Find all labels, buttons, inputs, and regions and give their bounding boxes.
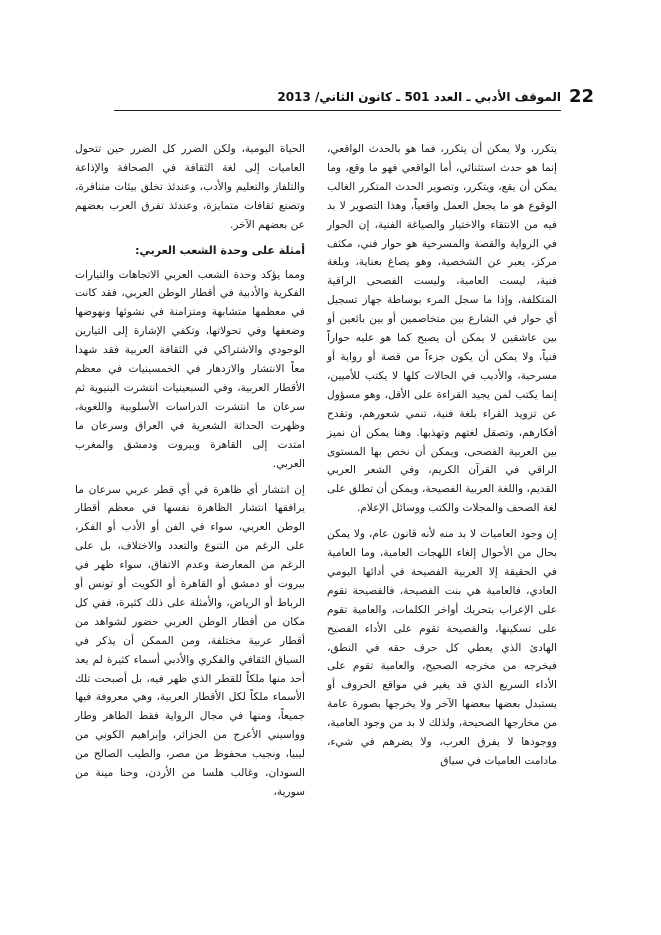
paragraph: الحياة اليومية، ولكن الضرر كل الضرر حين تتحول العاميات إلى لغة الثقافة في الصحافة والإذاعة والتلفاز والتعليم والأدب، وعندئذ تخلق بيئات متنافرة، وتصنع ثقافات متمايزة، وعندئذ تفرق العرب بعضهم عن بعضهم الآخر. [75,143,305,231]
right-column [327,140,557,778]
paragraph: ومما يؤكد وحدة الشعب العربي الاتجاهات والتيارات الفكرية والأدبية في أقطار الوطن العربي، فقد كانت في معظمها متشابهة ومتزامنة في نشوئها ونهوضها وضعفها وفي تحولاتها، وتكفي الإشارة إلى التيارين الوجودي والاشتراكي في الثقافة العربية فقد شهدا معاً الانتشار والازدهار في الخمسينيات في معظم الأقطار العربية، وفي السبعينيات انتشرت البنيوية ثم سرعان ما انتشرت الدراسات الأسلوبية واللغوية، وظهرت الحداثة الشعرية في العراق وسرعان ما امتدت إلى القاهرة وبيروت ودمشق والمغرب العربي. [75,268,305,470]
paragraph: إن وجود العاميات لا بد منه لأنه قانون عام، ولا يمكن بحال من الأحوال إلغاء اللهجات العامية، وما العامية في الحقيقة إلا العربية الفصيحة في أدائها اليومي العادي، فالعامية هي بنت الفصيحة، فالفصيحة تقوم على الإعراب بتحريك أواخر الكلمات، والعامية تقوم على تسكينها، والفصيحة تقوم على الأداء الفصيح الهادئ الذي يعطي كل حرف حقه في النطق، فيخرجه من مخرجه الصحيح، والعامية تقوم على الأداء السريع الذي قد يغير في مواقع الحروف أو يستبدل بعضها ببعضها الآخر ولا يخرجها بصورة عامة من مخارجها الصحيحة، ولذلك لا بد من وجود العامية، ووجودها لا يفرق العرب، ولا يضرهم في شيء، مادامت العاميات في سياق [327,528,557,767]
page-number: 22 [569,86,595,107]
issue-line: الموقف الأدبي ـ العدد 501 ـ كانون الثاني/ 2013 [277,90,561,104]
paragraph: إن انتشار أي ظاهرة في أي قطر عربي سرعان ما يرافقها انتشار الظاهرة نفسها في معظم أقطار الوطن العربي، سواء في الفن أو الأدب أو الفكر، على الرغم من التنوع والتعدد والاختلاف، بل على الرغم من المعارضة وعدم الاتفاق، سواء ظهر في بيروت أو دمشق أو القاهرة أو الكويت أو تونس أو الرباط أو الرياض، والأمثلة على ذلك كثيرة، ففي كل مكان من أقطار الوطن العربي حضور لشواهد من أقطار عربية مختلفة، ومن الممكن أن يذكر في السياق الثقافي والفكري والأدبي أسماء كثيرة لم يعد أحد منها ملكاً للقطر الذي ظهر فيه، بل أصبحت تلك الأسماء ملكاً لكل الأقطار العربية، وهي معروفة فيها جميعاً، ومنها في مجال الرواية فقط الطاهر وطار وواسيني الأعرج من الجزائر، وإبراهيم الكوني من ليبيا، ونجيب محفوظ من مصر، والطيب الصالح من السودان، وغالب هلسا من الأردن، وحنا مينة من سورية، [75,483,305,798]
header-rule [114,110,561,111]
left-column [75,140,305,809]
section-heading: أمثلة على وحدة الشعب العربي: [135,243,305,257]
page-header [0,84,661,112]
paragraph: يتكرر، ولا يمكن أن يتكرر، فما هو بالحدث الواقعي، إنما هو حدث استثنائي، أما الواقعي فهو ما وقع، وما يمكن أن يقع، ويتكرر، وتصوير الحدث المتكرر الغالب الوقوع هو ما يجعل العمل واقعياً، وهذا التصوير لا بد فيه من الانتقاء والاختيار والصياغة الفنية، إن الحوار في الرواية والقصة والمسرحية هو حوار فني، مكثف مركز، يعبر عن الشخصية، وهو يصاغ بعناية، وبلغة فنية، ليست العامية، وليست الفصحى الراقية المتكلفة، وإذا ما سجل المرء بوساطة جهاز تسجيل أي حوار في الشارع بين متخاصمين أو بين بائعين أو بين عاشقين لا يمكن أن يصبح كما هو عليه حواراً فنياً، ولا يمكن أن يكون جزءاً من قصة أو رواية أو مسرحية، والأديب في الحالات كلها لا يكتب للأميين، إنما يكتب لمن يجيد القراءة على الأقل، وهو مسؤول عن تزويد القراء بلغة فنية، تنمي شعورهم، وتقدح أفكارهم، وتصقل لغتهم وتهذبها. وهنا يمكن أن نميز بين العربية الفصحى، ويمكن أن نخص بها المستوى الراقي في القرآن الكريم، وفي الشعر العربي القديم، واللغة العربية الفصيحة، ويمكن أن تطلق على لغة الصحف والمجلات والكتب ووسائل الإعلام. [327,143,557,515]
